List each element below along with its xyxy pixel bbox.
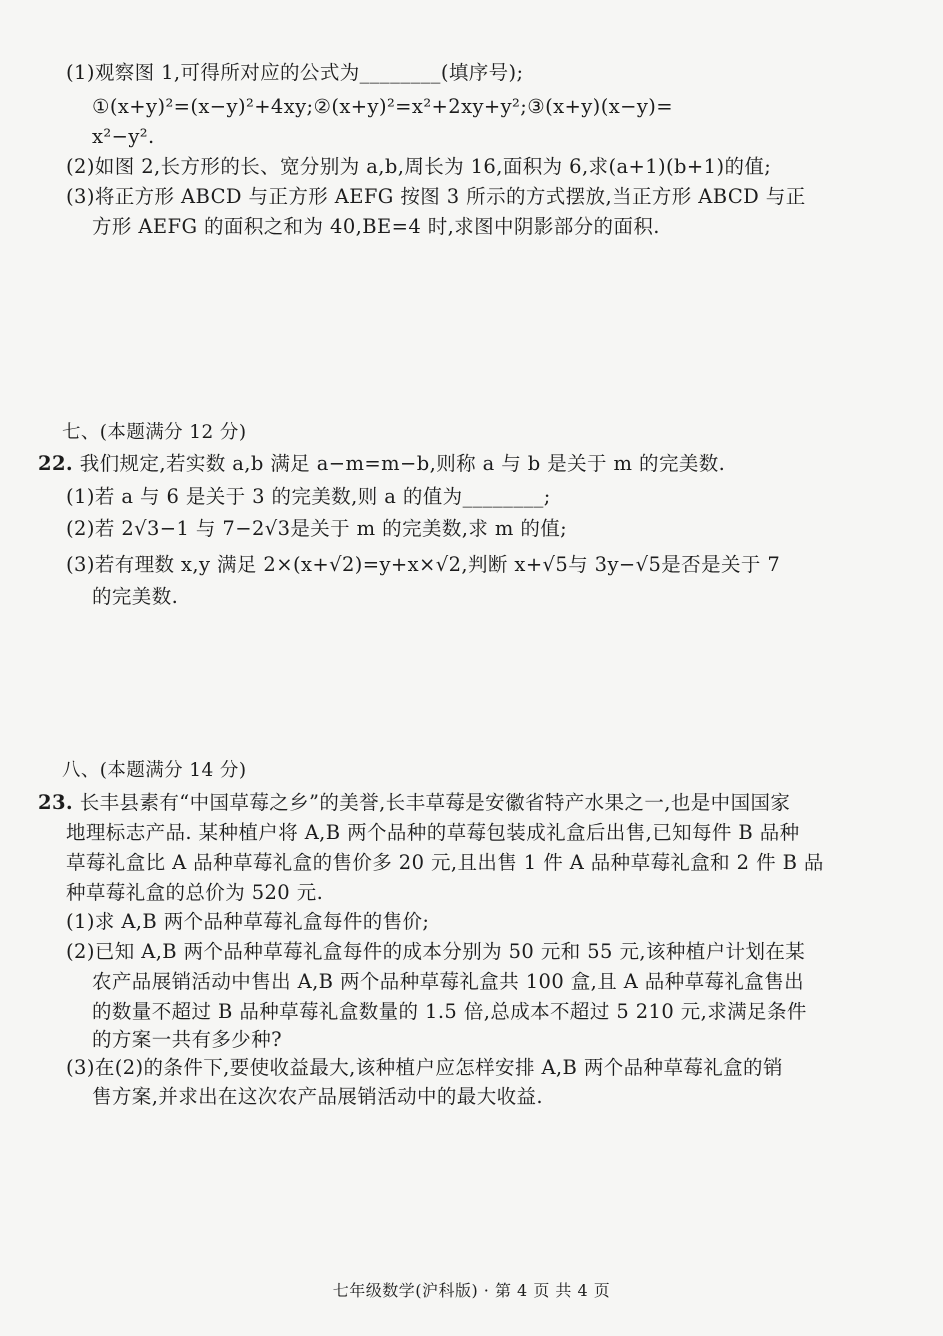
q22-stem-text: 我们规定,若实数 a,b 满足 a−m=m−b,则称 a 与 b 是关于 m 的完美数. <box>79 452 726 475</box>
section7-header: 七、(本题满分 12 分) <box>62 422 247 443</box>
q22-part1: (1)若 a 与 6 是关于 3 的完美数,则 a 的值为________; <box>66 485 551 508</box>
q23-stem-line3: 草莓礼盒比 A 品种草莓礼盒的售价多 20 元,且出售 1 件 A 品种草莓礼盒和 2 件 B 品 <box>66 851 824 874</box>
q21-part1-line1: (1)观察图 1,可得所对应的公式为________(填序号); <box>66 61 524 84</box>
q22-stem <box>38 449 725 479</box>
q23-part2-line1: (2)已知 A,B 两个品种草莓礼盒每件的成本分别为 50 元和 55 元,该种植户计划在某 <box>66 940 806 963</box>
q21-part2: (2)如图 2,长方形的长、宽分别为 a,b,周长为 16,面积为 6,求(a+1)(b+1)的值; <box>66 155 772 178</box>
q22-part3-line1: (3)若有理数 x,y 满足 2×(x+√2)=y+x×√2,判断 x+√5与 3y−√5是否是关于 7 <box>66 553 781 576</box>
q23-stem-line1 <box>38 788 790 818</box>
q23-number: 23. <box>38 791 74 814</box>
q23-stem-line2: 地理标志产品. 某种植户将 A,B 两个品种的草莓包装成礼盒后出售,已知每件 B 品种 <box>66 821 800 844</box>
q23-part3-line2: 售方案,并求出在这次农产品展销活动中的最大收益. <box>92 1085 543 1108</box>
q23-part2-line4: 的方案一共有多少种? <box>92 1028 282 1051</box>
q22-number: 22. <box>38 452 74 475</box>
q22-part2: (2)若 2√3−1 与 7−2√3是关于 m 的完美数,求 m 的值; <box>66 517 568 540</box>
q23-part1: (1)求 A,B 两个品种草莓礼盒每件的售价; <box>66 910 430 933</box>
section8-header: 八、(本题满分 14 分) <box>62 760 247 781</box>
q23-part2-line2: 农产品展销活动中售出 A,B 两个品种草莓礼盒共 100 盒,且 A 品种草莓礼盒售出 <box>92 970 805 993</box>
q23-part3-line1: (3)在(2)的条件下,要使收益最大,该种植户应怎样安排 A,B 两个品种草莓礼盒的销 <box>66 1056 783 1079</box>
q21-part1-formulas: ①(x+y)²=(x−y)²+4xy;②(x+y)²=x²+2xy+y²;③(x+y)(x−y)= <box>92 95 673 118</box>
q21-part3-line2: 方形 AEFG 的面积之和为 40,BE=4 时,求图中阴影部分的面积. <box>92 215 660 238</box>
q23-stem-line4: 种草莓礼盒的总价为 520 元. <box>66 881 324 904</box>
q23-part2-line3: 的数量不超过 B 品种草莓礼盒数量的 1.5 倍,总成本不超过 5 210 元,求满足条件 <box>92 1000 807 1023</box>
page-footer: 七年级数学(沪科版) · 第 4 页 共 4 页 <box>332 1281 611 1300</box>
q21-part1-formulas-cont: x²−y². <box>92 125 155 148</box>
q23-stem-text: 长丰县素有“中国草莓之乡”的美誉,长丰草莓是安徽省特产水果之一,也是中国国家 <box>79 791 791 814</box>
q22-part3-line2: 的完美数. <box>92 585 179 608</box>
q21-part3-line1: (3)将正方形 ABCD 与正方形 AEFG 按图 3 所示的方式摆放,当正方形 ABCD 与正 <box>66 185 806 208</box>
